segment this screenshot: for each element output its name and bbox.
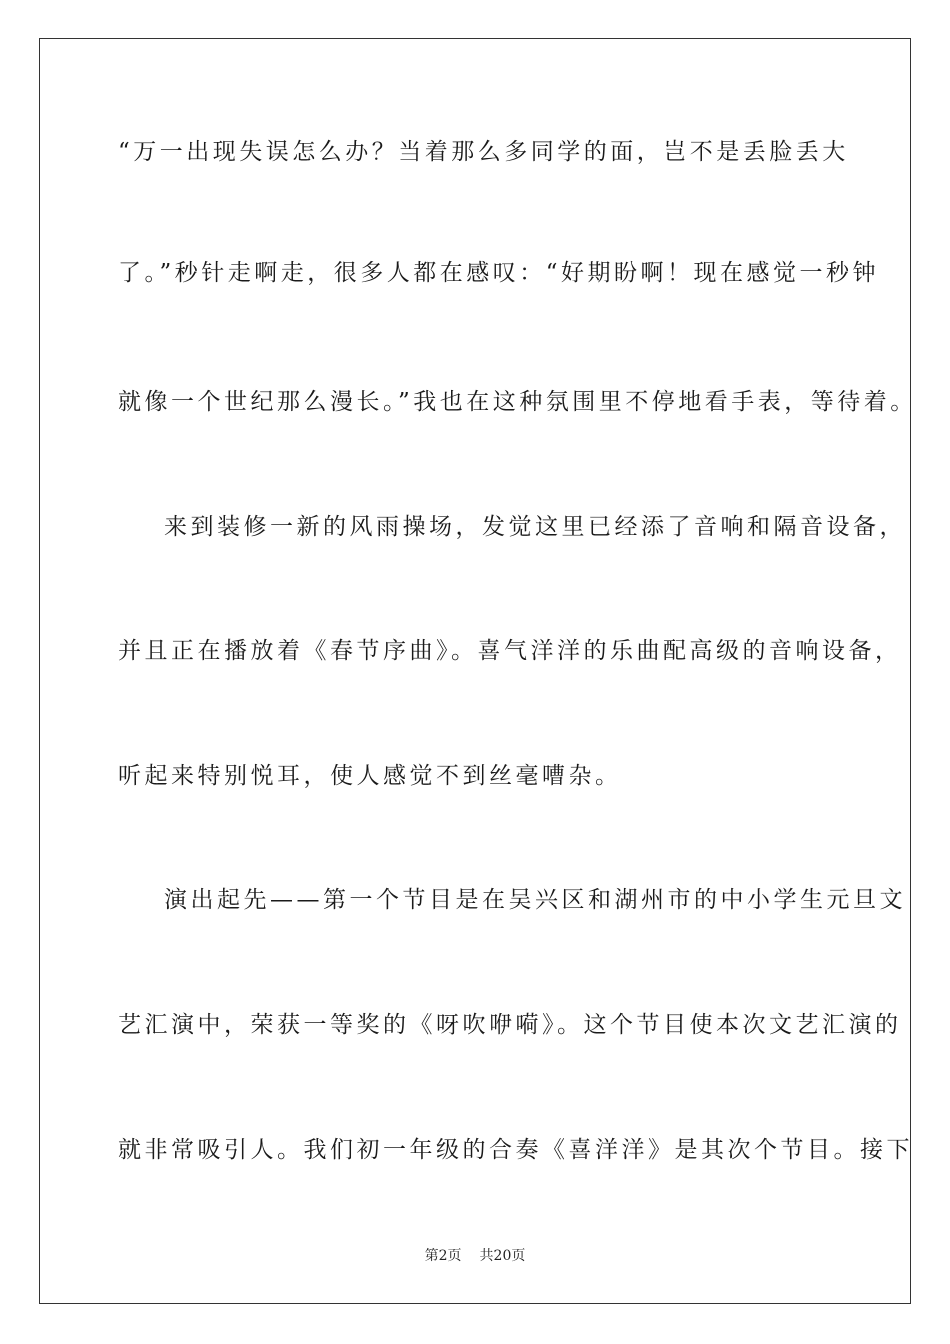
text-line-1: “万一出现失误怎么办？当着那么多同学的面，岂不是丢脸丢大 (118, 139, 849, 165)
text-line-9: 就非常吸引人。我们初一年级的合奏《喜洋洋》是其次个节目。接下 (118, 1137, 913, 1163)
text-line-7: 演出起先——第一个节目是在吴兴区和湖州市的中小学生元旦文 (164, 887, 906, 913)
page-border (39, 38, 917, 1304)
text-line-8: 艺汇演中，荣获一等奖的《呀吹咿嗬》。这个节目使本次文艺汇演的 (118, 1012, 902, 1038)
page-total: 共20页 (479, 1248, 526, 1264)
page-footer (0, 1247, 950, 1265)
text-line-4: 来到装修一新的风雨操场，发觉这里已经添了音响和隔音设备， (164, 514, 906, 540)
page-number: 第2页 (424, 1248, 462, 1264)
text-line-3: 就像一个世纪那么漫长。”我也在这种氛围里不停地看手表，等待着。 (118, 389, 917, 415)
text-line-6: 听起来特别悦耳，使人感觉不到丝毫嘈杂。 (118, 763, 622, 789)
text-line-2: 了。”秒针走啊走，很多人都在感叹：“好期盼啊！现在感觉一秒钟 (118, 260, 880, 286)
text-line-5: 并且正在播放着《春节序曲》。喜气洋洋的乐曲配高级的音响设备， (118, 638, 902, 664)
